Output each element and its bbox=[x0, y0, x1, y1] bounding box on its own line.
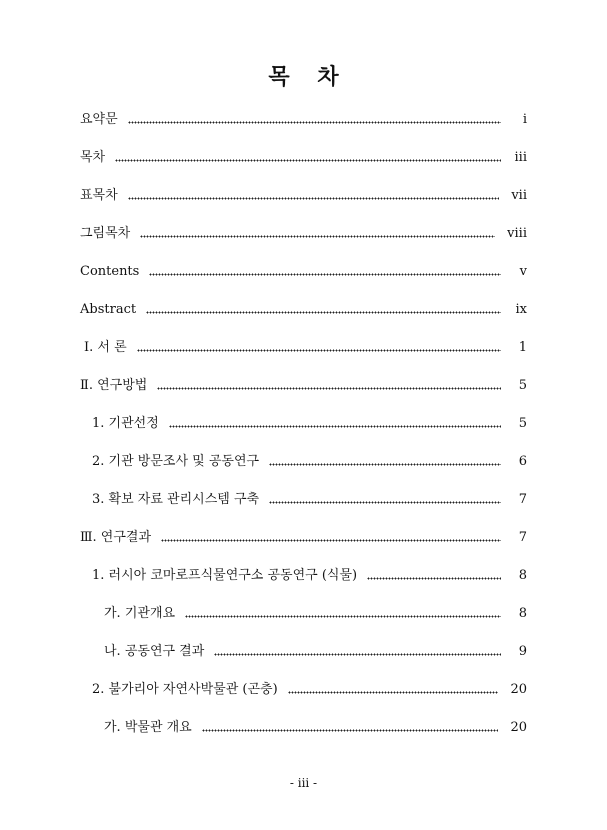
dot-leader bbox=[169, 422, 501, 428]
toc-entry-label: 가. 기관개요 bbox=[104, 606, 176, 621]
toc-entry-page: 5 bbox=[518, 416, 527, 431]
toc-entry-label: 목차 bbox=[80, 150, 106, 165]
dot-leader bbox=[140, 232, 495, 238]
toc-entry[interactable] bbox=[0, 488, 607, 508]
toc-entry[interactable] bbox=[0, 678, 607, 698]
toc-entry-page: 7 bbox=[518, 530, 527, 545]
toc-entry-page: v bbox=[519, 264, 527, 279]
dot-leader bbox=[115, 156, 501, 162]
toc-entry-page: 1 bbox=[518, 340, 527, 355]
toc-entry-label: Ⅲ. 연구결과 bbox=[80, 530, 152, 545]
dot-leader bbox=[157, 384, 501, 390]
dot-leader bbox=[367, 574, 501, 580]
toc-entry-label: 1. 러시아 코마로프식물연구소 공동연구 (식물) bbox=[92, 568, 358, 583]
toc-entry-page: 20 bbox=[510, 682, 527, 697]
toc-entry[interactable] bbox=[0, 374, 607, 394]
toc-entry[interactable] bbox=[0, 108, 607, 128]
toc-entry[interactable] bbox=[0, 146, 607, 166]
page-title: 목 차 bbox=[268, 64, 349, 90]
toc-entry-label: Abstract bbox=[80, 302, 137, 317]
toc-entry[interactable] bbox=[0, 450, 607, 470]
toc-entry[interactable] bbox=[0, 412, 607, 432]
toc-entry[interactable] bbox=[0, 602, 607, 622]
toc-entry-label: 3. 확보 자료 관리시스템 구축 bbox=[92, 492, 260, 507]
dot-leader bbox=[149, 270, 501, 276]
toc-entry-label: Ⅰ. 서 론 bbox=[84, 340, 127, 355]
toc-entry-page: viii bbox=[507, 226, 527, 241]
page-footer-number: - iii - bbox=[289, 776, 318, 790]
toc-entry[interactable] bbox=[0, 222, 607, 242]
dot-leader bbox=[161, 536, 501, 542]
toc-entry[interactable] bbox=[0, 640, 607, 660]
toc-entry-page: vii bbox=[511, 188, 527, 203]
dot-leader bbox=[269, 498, 501, 504]
dot-leader bbox=[202, 726, 499, 732]
toc-entry[interactable] bbox=[0, 336, 607, 356]
dot-leader bbox=[214, 650, 501, 656]
toc-entry-label: 2. 기관 방문조사 및 공동연구 bbox=[92, 454, 260, 469]
toc-entry-page: 8 bbox=[518, 568, 527, 583]
toc-entry-page: 9 bbox=[518, 644, 527, 659]
toc-entry-page: 5 bbox=[518, 378, 527, 393]
toc-entry[interactable] bbox=[0, 526, 607, 546]
toc-entry-page: 6 bbox=[518, 454, 527, 469]
dot-leader bbox=[128, 118, 501, 124]
toc-entry-label: 요약문 bbox=[80, 112, 118, 127]
toc-entry[interactable] bbox=[0, 298, 607, 318]
toc-entry-page: i bbox=[522, 112, 527, 127]
toc-entry[interactable] bbox=[0, 184, 607, 204]
toc-entry-page: 8 bbox=[518, 606, 527, 621]
toc-entry[interactable] bbox=[0, 716, 607, 736]
toc-entry-label: 표목차 bbox=[80, 188, 118, 203]
dot-leader bbox=[137, 346, 501, 352]
toc-entry-page: 20 bbox=[510, 720, 527, 735]
dot-leader bbox=[146, 308, 501, 314]
toc-entry-label: 그림목차 bbox=[80, 226, 131, 241]
toc-entry-page: iii bbox=[514, 150, 527, 165]
toc-entry-label: 1. 기관선정 bbox=[92, 416, 159, 431]
dot-leader bbox=[288, 688, 499, 694]
toc-entry-label: 나. 공동연구 결과 bbox=[104, 644, 205, 659]
toc-entry-label: Contents bbox=[80, 264, 140, 279]
dot-leader bbox=[185, 612, 501, 618]
dot-leader bbox=[269, 460, 501, 466]
toc-entry-page: ix bbox=[515, 302, 527, 317]
toc-entry-label: 2. 불가리아 자연사박물관 (곤충) bbox=[92, 682, 278, 697]
toc-entry[interactable] bbox=[0, 260, 607, 280]
toc-entry[interactable] bbox=[0, 564, 607, 584]
dot-leader bbox=[128, 194, 500, 200]
toc-entry-label: 가. 박물관 개요 bbox=[104, 720, 192, 735]
toc-entry-page: 7 bbox=[518, 492, 527, 507]
toc-entry-label: Ⅱ. 연구방법 bbox=[80, 378, 148, 393]
